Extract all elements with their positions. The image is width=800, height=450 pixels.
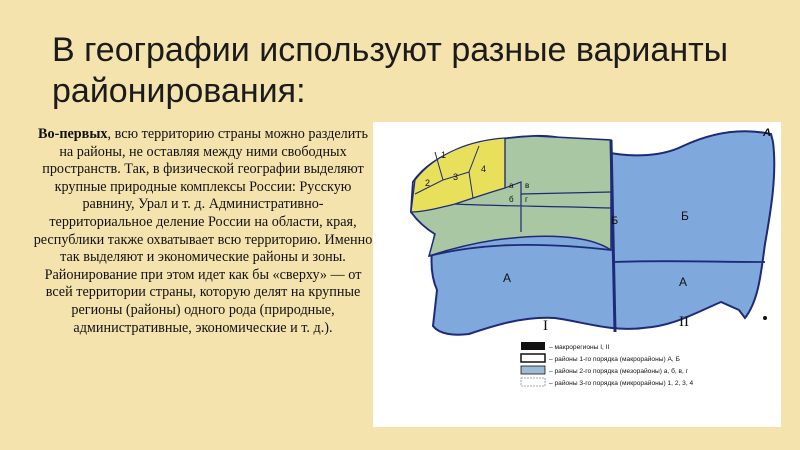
body-main: , всю территорию страны можно разделить на районы, не оставляя между ними свободных пространств. Так, в физической географии выделяют крупные природные комплексы России: Русскую равнину, Урал и т. д. Административно-территориальное деление России на области, края, республики также охватывает всю территорию. Именно так выделяют и экономические районы и зоны. Районирование при этом идет как бы «сверху» — от всей территории страны, которую делят на крупные регионы (районы) одного рода (природные, административные, экономические и т. д.). bbox=[33, 126, 373, 336]
micro-label: 3 bbox=[453, 172, 459, 182]
legend-swatch-mesorayon bbox=[521, 366, 545, 374]
micro-label: 1 bbox=[441, 150, 447, 160]
body-lead: Во-первых bbox=[38, 126, 108, 142]
macro-label: II bbox=[679, 314, 689, 330]
micro-label: 2 bbox=[425, 178, 431, 188]
meso-label: г bbox=[525, 195, 528, 204]
slide-body-text bbox=[32, 126, 374, 337]
region-b-label: Б bbox=[611, 215, 619, 227]
region-a-label: А bbox=[503, 271, 512, 285]
corner-label: А bbox=[763, 127, 771, 139]
regionalization-map bbox=[373, 122, 781, 427]
meso-label: в bbox=[525, 181, 530, 190]
legend bbox=[521, 342, 694, 387]
legend-text: – районы 1-го порядка (макрорайоны) А, Б bbox=[549, 356, 680, 363]
regionalization-figure bbox=[373, 122, 781, 427]
macro-label: I bbox=[543, 318, 548, 334]
legend-swatch-microrayon bbox=[521, 378, 545, 386]
legend-text: – районы 3-го порядка (микрорайоны) 1, 2, 3, 4 bbox=[549, 380, 694, 387]
legend-swatch-macrorayon bbox=[521, 354, 545, 362]
meso-label: б bbox=[509, 195, 514, 204]
micro-label: 4 bbox=[481, 164, 487, 174]
meso-label: а bbox=[509, 181, 514, 190]
region-a-label: А bbox=[679, 275, 688, 289]
legend-text: – районы 2-го порядка (мезорайоны) а, б, в, г bbox=[549, 368, 689, 375]
map-dot bbox=[763, 316, 767, 320]
region-b-label: Б bbox=[681, 209, 689, 223]
legend-swatch-macro bbox=[521, 342, 545, 350]
legend-text: – макрорегионы I, II bbox=[549, 344, 610, 351]
slide-title: В географии используют разные варианты районирования: bbox=[52, 31, 729, 110]
